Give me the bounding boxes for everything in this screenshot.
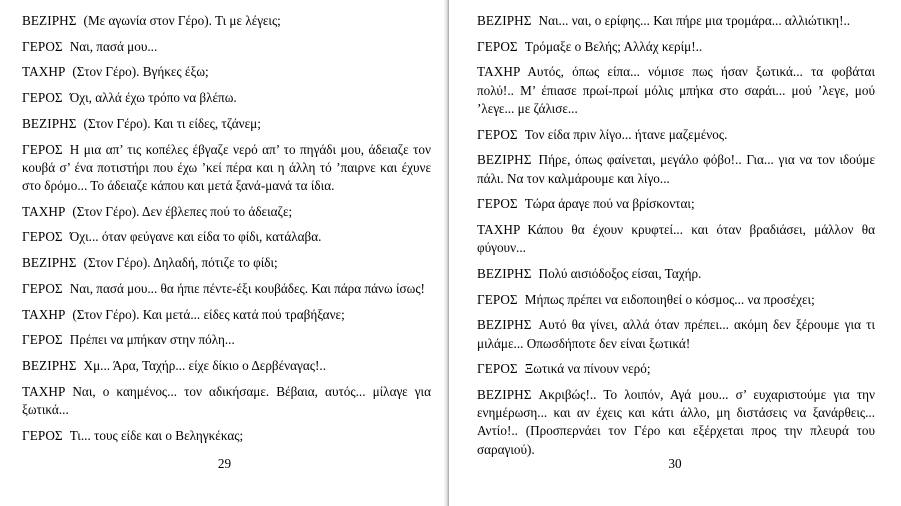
dialogue-text: Πήρε, όπως φαίνεται, μεγάλο φόβο!.. Για... για να τον ιδούμε πάλι. Να τον καλμάρουμε και λίγο... [477, 152, 875, 186]
page-left [0, 0, 449, 506]
dialogue-line [477, 38, 875, 56]
dialogue-line [22, 280, 431, 298]
speaker-name: ΤΑΧΗΡ [22, 203, 66, 219]
speaker-name: ΒΕΖΙΡΗΣ [477, 265, 532, 281]
dialogue-line [22, 331, 431, 349]
dialogue-text: Ναι, πασά μου... θα ήπιε πέντε-έξι κουβάδες. Και πάρα πάνω ίσως! [69, 280, 425, 296]
speaker-name: ΓΕΡΟΣ [22, 90, 63, 106]
dialogue-text: Τρόμαξε ο Βελής; Αλλάχ κερίμ!.. [524, 38, 703, 54]
dialogue-line [22, 306, 431, 324]
speaker-name: ΤΑΧΗΡ [477, 221, 521, 237]
dialogue-line [477, 63, 875, 118]
dialogue-line [22, 89, 431, 107]
page-number-right: 30 [668, 456, 682, 471]
dialogue-text: Πολύ αισιόδοξος είσαι, Ταχήρ. [538, 265, 702, 281]
speaker-name: ΒΕΖΙΡΗΣ [477, 13, 532, 28]
speaker-name: ΤΑΧΗΡ [477, 64, 521, 80]
page-number-left: 29 [217, 456, 232, 471]
dialogue-line [22, 63, 431, 81]
speaker-name: ΓΕΡΟΣ [22, 38, 63, 54]
dialogue-text: (Στον Γέρο). Και μετά... είδες κατά πού τραβήξανε; [72, 306, 345, 322]
dialogue-line [477, 316, 875, 352]
dialogue-line [22, 115, 431, 133]
dialogue-line [22, 12, 431, 30]
dialogue-text: (Με αγωνία στον Γέρο). Τι με λέγεις; [83, 13, 281, 28]
speaker-name: ΓΕΡΟΣ [477, 126, 518, 142]
speaker-name: ΒΕΖΙΡΗΣ [22, 358, 77, 374]
dialogue-text: Η μια απ’ τις κοπέλες έβγαζε νερό απ’ το πηγάδι μου, άδειαζε τον κουβά σ’ ένα ποτιστήρι που έχω ’κεί πέρα και η άλλη τό ’παιρνε και έχυνε στο δρόμο... Το άδειαζε κάπου και μετά ξανά-μανά τα ίδια. [22, 141, 431, 194]
dialogue-text: Κάπου θα έχουν κρυφτεί... και όταν βραδιάσει, μάλλον θα φύγουν... [477, 221, 875, 256]
dialogue-line [477, 151, 875, 187]
page-left-body [22, 12, 431, 445]
dialogue-text: (Στον Γέρο). Δεν έβλεπες πού το άδειαζε; [72, 203, 293, 219]
dialogue-text: (Στον Γέρο). Βγήκες έξω; [72, 64, 209, 80]
speaker-name: ΓΕΡΟΣ [22, 280, 63, 296]
dialogue-text: (Στον Γέρο). Δηλαδή, πότιζε το φίδι; [83, 255, 278, 271]
dialogue-text: Αυτός, όπως είπα... νόμισε πως ήσαν ξωτικά... τα φοβάται πολύ!.. Μ’ έπιασε πρωί-πρωί μόλις μπήκα στο σαράι... μού ’λεγε, μού ’λεγε... με ζάλισε... [477, 64, 875, 116]
dialogue-line [477, 195, 875, 213]
dialogue-line [477, 12, 875, 30]
dialogue-text: Χμ... Άρα, Ταχήρ... είχε δίκιο ο Δερβέναγας!.. [83, 358, 326, 374]
dialogue-line [477, 386, 875, 459]
speaker-name: ΤΑΧΗΡ [22, 383, 66, 399]
dialogue-text: (Στον Γέρο). Και τι είδες, τζάνεμ; [83, 115, 261, 131]
speaker-name: ΤΑΧΗΡ [22, 64, 66, 80]
speaker-name: ΓΕΡΟΣ [22, 141, 63, 157]
speaker-name: ΓΕΡΟΣ [22, 229, 63, 245]
speaker-name: ΒΕΖΙΡΗΣ [477, 387, 532, 402]
speaker-name: ΒΕΖΙΡΗΣ [477, 152, 532, 168]
dialogue-text: Ναι, πασά μου... [69, 38, 158, 54]
dialogue-text: Ναι, ο καημένος... τον αδικήσαμε. Βέβαια, αυτός... μίλαγε για ξωτικά... [22, 383, 431, 417]
speaker-name: ΓΕΡΟΣ [477, 38, 518, 54]
speaker-name: ΤΑΧΗΡ [22, 306, 66, 322]
dialogue-text: Όχι... όταν φεύγανε και είδα το φίδι, κατάλαβα. [69, 229, 322, 245]
dialogue-text: Ακριβώς!.. Το λοιπόν, Αγά μου... σ’ ευχαριστούμε για την ενημέρωση... και αν έχεις και κάτι άλλο, μη διστάσεις να ξανάρθεις... Αντίο!.. (Προσπερνάει τον Γέρο και εξέρχεται προς την πλευρά του σαραγιού). [477, 387, 875, 457]
speaker-name: ΓΕΡΟΣ [477, 361, 518, 377]
speaker-name: ΒΕΖΙΡΗΣ [22, 13, 77, 28]
dialogue-line [22, 427, 431, 445]
dialogue-line [477, 221, 875, 257]
speaker-name: ΓΕΡΟΣ [477, 196, 518, 212]
dialogue-text: Τον είδα πριν λίγο... ήτανε μαζεμένος. [524, 126, 728, 142]
dialogue-line [22, 254, 431, 272]
dialogue-line [477, 126, 875, 144]
dialogue-text: Ξωτικά να πίνουν νερό; [524, 361, 651, 377]
speaker-name: ΒΕΖΙΡΗΣ [22, 115, 77, 131]
speaker-name: ΓΕΡΟΣ [22, 427, 63, 443]
dialogue-text: Τι... τους είδε και ο Βεληγκέκας; [69, 427, 244, 443]
dialogue-text: Τώρα άραγε πού να βρίσκονται; [524, 196, 695, 212]
speaker-name: ΒΕΖΙΡΗΣ [477, 317, 532, 333]
dialogue-line [22, 38, 431, 56]
page-right-body [477, 12, 875, 459]
speaker-name: ΒΕΖΙΡΗΣ [22, 255, 77, 271]
dialogue-line [477, 291, 875, 309]
dialogue-text: Μήπως πρέπει να ειδοποιηθεί ο κόσμος... να προσέχει; [524, 291, 815, 307]
dialogue-line [477, 265, 875, 283]
dialogue-line [22, 203, 431, 221]
dialogue-line [22, 228, 431, 246]
speaker-name: ΓΕΡΟΣ [477, 291, 518, 307]
dialogue-line [22, 383, 431, 419]
speaker-name: ΓΕΡΟΣ [22, 332, 63, 348]
dialogue-line [22, 357, 431, 375]
dialogue-text: Πρέπει να μπήκαν στην πόλη... [69, 332, 235, 348]
dialogue-text: Όχι, αλλά έχω τρόπο να βλέπω. [69, 90, 237, 106]
dialogue-line [477, 360, 875, 378]
dialogue-text: Ναι... ναι, ο ερίφης... Και πήρε μια τρομάρα... αλλιώτικη!.. [538, 13, 851, 28]
dialogue-text: Αυτό θα γίνει, αλλά όταν πρέπει... ακόμη δεν ξέρουμε για τι μιλάμε... Οπωσδήποτε δεν είναι ξωτικά! [477, 317, 875, 351]
page-right [449, 0, 901, 506]
dialogue-line [22, 141, 431, 196]
